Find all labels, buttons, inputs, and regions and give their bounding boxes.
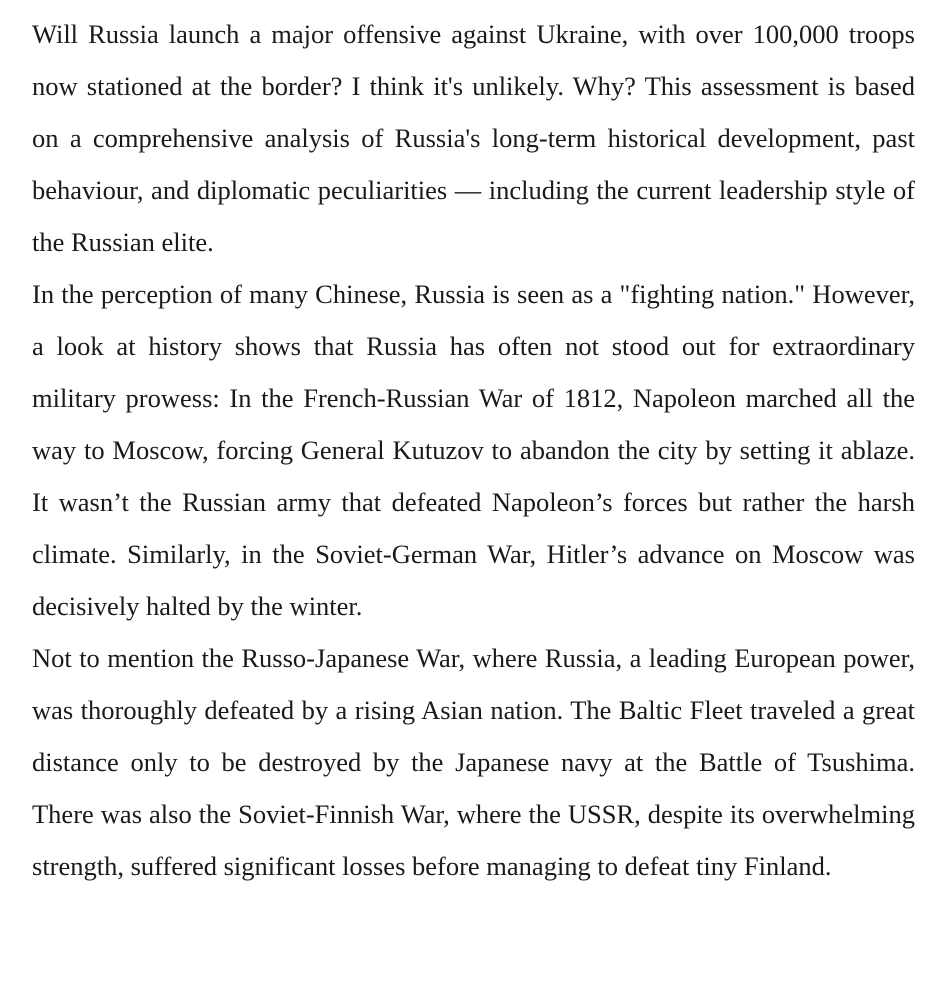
paragraph-offensive-assessment: Will Russia launch a major offensive against Ukraine, with over 100,000 troops now stationed at the border? I think it's unlikely. Why? This assessment is based on a comprehensive analysis of Russia's long-term historical development, past behaviour, and diplomatic peculiarities — including the current leadership style of the Russian elite. bbox=[32, 19, 915, 257]
paragraph-russo-japanese-war: Not to mention the Russo-Japanese War, where Russia, a leading European power, was thoroughly defeated by a rising Asian nation. The Baltic Fleet traveled a great distance only to be destroyed by the Japanese navy at the Battle of Tsushima. There was also the Soviet-Finnish War, where the USSR, despite its overwhelming strength, suffered significant losses before managing to defeat tiny Finland. bbox=[32, 643, 915, 881]
paragraph-fighting-nation: In the perception of many Chinese, Russia is seen as a "fighting nation." However, a look at history shows that Russia has often not stood out for extraordinary military prowess: In the French-Russian War of 1812, Napoleon marched all the way to Moscow, forcing General Kutuzov to abandon the city by setting it ablaze. It wasn’t the Russian army that defeated Napoleon’s forces but rather the harsh climate. Similarly, in the Soviet-German War, Hitler’s advance on Moscow was decisively halted by the winter. bbox=[32, 279, 915, 621]
